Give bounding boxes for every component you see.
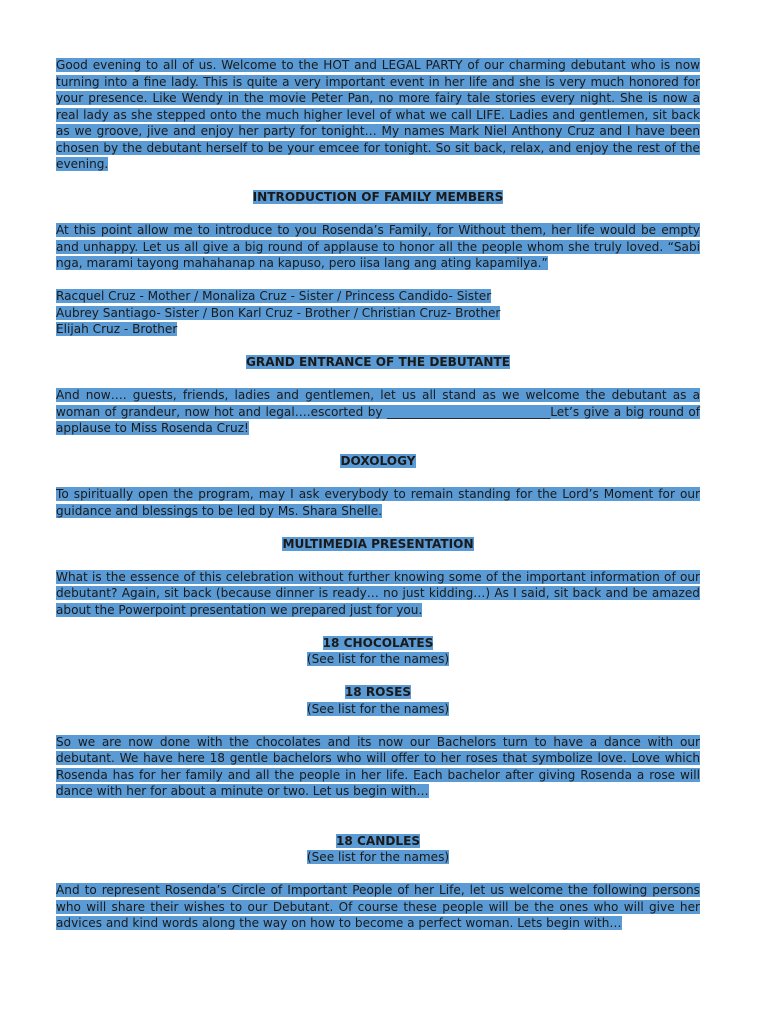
entrance-heading: GRAND ENTRANCE OF THE DEBUTANTE: [246, 355, 510, 369]
family-paragraph: [56, 222, 700, 272]
candles-paragraph: [56, 882, 700, 932]
doxology-heading: DOXOLOGY: [340, 454, 416, 468]
candles-text: And to represent Rosenda’s Circle of Important People of her Life, let us welcome the following persons who will share their wishes to our Debutant. Of course these people will be the ones who will give her advices and kind words along the way on how to become a perfect woman. Lets begin with…: [56, 883, 700, 930]
family-members-line: Aubrey Santiago- Sister / Bon Karl Cruz - Brother / Christian Cruz- Brother: [56, 305, 501, 320]
roses-note: (See list for the names): [306, 701, 450, 716]
family-heading: INTRODUCTION OF FAMILY MEMBERS: [252, 190, 504, 204]
chocolates-heading: 18 CHOCOLATES: [322, 635, 434, 650]
chocolates-note: (See list for the names): [306, 652, 450, 666]
family-members-line: Elijah Cruz - Brother: [56, 322, 178, 336]
multimedia-paragraph: [56, 569, 700, 619]
family-members-line: Racquel Cruz - Mother / Monaliza Cruz - Sister / Princess Candido- Sister: [56, 289, 492, 303]
candles-heading: 18 CANDLES: [335, 833, 421, 848]
intro-text: Good evening to all of us. Welcome to the HOT and LEGAL PARTY of our charming debutant who is now turning into a fine lady. This is quite a very important event in her life and she is very much honored for your presence. Like Wendy in the movie Peter Pan, no more fairy tale stories every night. She is now a real lady as she stepped onto the much higher level of what we call LIFE. Ladies and gentlemen, sit back as we groove, jive and enjoy her party for tonight… My names Mark Niel Anthony Cruz and I have been chosen by the debutant herself to be your emcee for tonight. So sit back, relax, and enjoy the rest of the evening.: [56, 58, 700, 171]
multimedia-heading: MULTIMEDIA PRESENTATION: [282, 536, 474, 551]
doxology-paragraph: [56, 486, 700, 519]
spacer: [56, 816, 700, 833]
candles-section: [56, 833, 700, 866]
multimedia-text: What is the essence of this celebration without further knowing some of the important information of our debutant? Again, sit back (because dinner is ready… no just kidding…) As I said, sit back and be amazed about the Powerpoint presentation we prepared just for you.: [56, 569, 700, 617]
roses-heading: 18 ROSES: [344, 685, 412, 699]
chocolates-section: [56, 635, 700, 668]
roses-paragraph: [56, 734, 700, 800]
doxology-text: To spiritually open the program, may I ask everybody to remain standing for the Lord’s Moment for our guidance and blessings to be led by Ms. Shara Shelle.: [56, 487, 700, 518]
candles-note: (See list for the names): [306, 850, 450, 864]
roses-section: [56, 684, 700, 717]
intro-paragraph: [56, 57, 700, 173]
entrance-paragraph: [56, 387, 700, 437]
roses-text: So we are now done with the chocolates and its now our Bachelors turn to have a dance with our debutant. We have here 18 gentle bachelors who will offer to her roses that symbolize love. Love which Rosenda has for her family and all the people in her life. Each bachelor after giving Rosenda a rose will dance with her for about a minute or two. Let us begin with…: [56, 734, 700, 798]
family-text: At this point allow me to introduce to you Rosenda’s Family, for Without them, her life would be empty and unhappy. Let us all give a big round of applause to honor all the people whom she truly loved. “Sabi nga, marami tayong mahahanap na kapuso, pero iisa lang ang ating kapamilya.”: [56, 223, 700, 270]
family-members-list: [56, 288, 700, 338]
entrance-text: And now…. guests, friends, ladies and gentlemen, let us all stand as we welcome the debutant as a woman of grandeur, now hot and legal….escorted by ___________________________Let’s give a big round of applause to Miss Rosenda Cruz!: [56, 388, 700, 435]
document-page: [56, 57, 700, 948]
